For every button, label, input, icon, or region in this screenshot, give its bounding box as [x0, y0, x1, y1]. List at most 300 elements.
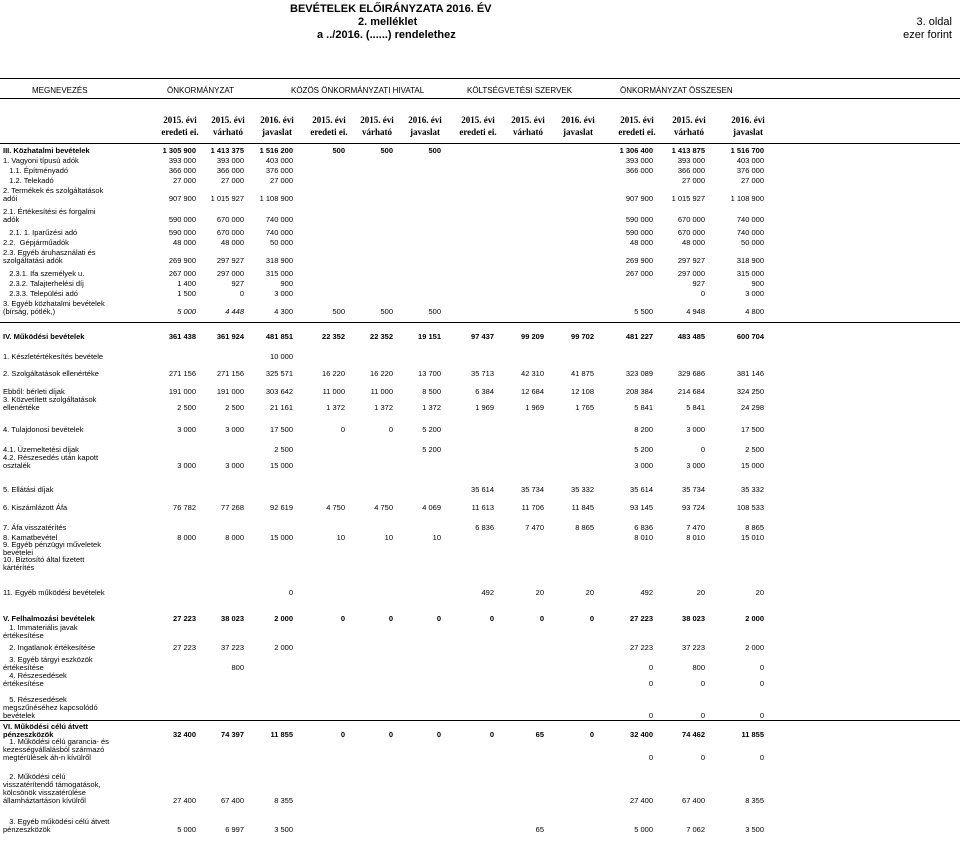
- table-cell: 8 200: [634, 425, 653, 434]
- row-label-line: 4. Tulajdonosi bevételek: [3, 425, 84, 434]
- table-cell: 35 734: [521, 485, 544, 494]
- table-cell: 48 000: [173, 238, 196, 247]
- column-header-line: javaslat: [733, 127, 763, 137]
- table-cell: 0: [759, 753, 764, 762]
- table-cell: 325 571: [265, 369, 293, 378]
- table-cell: 269 900: [625, 256, 653, 265]
- table-cell: 191 000: [216, 387, 244, 396]
- table-cell: 670 000: [216, 228, 244, 237]
- row-label: [3, 524, 141, 532]
- table-cell: 4 750: [374, 503, 393, 512]
- table-cell: 1 413 875: [671, 146, 705, 155]
- table-cell: 1 108 900: [730, 194, 764, 203]
- table-cell: 297 927: [216, 256, 244, 265]
- table-cell: 4 800: [745, 307, 764, 316]
- table-cell: 500: [428, 146, 441, 155]
- row-label-line: (bírság, pótlék,): [3, 307, 56, 316]
- table-cell: 8 000: [225, 533, 244, 542]
- table-cell: 303 642: [265, 387, 293, 396]
- column-header-9: [611, 114, 663, 138]
- table-cell: 22 352: [370, 332, 393, 341]
- row-label: [3, 290, 141, 298]
- table-cell: 2 500: [225, 403, 244, 412]
- table-cell: 5 841: [686, 403, 705, 412]
- table-cell: 323 089: [625, 369, 653, 378]
- table-cell: 1 372: [374, 403, 393, 412]
- row-label-line: 3. Egyéb tárgyi eszközök: [3, 655, 93, 664]
- row-label: [3, 738, 141, 762]
- table-cell: 35 614: [630, 485, 653, 494]
- table-cell: 10: [432, 533, 441, 542]
- table-cell: 97 437: [471, 332, 494, 341]
- group-header-name: MEGNEVEZÉS: [32, 86, 88, 95]
- table-cell: 11 000: [322, 387, 345, 396]
- table-cell: 1 516 200: [259, 146, 293, 155]
- table-cell: 19 151: [418, 332, 441, 341]
- row-label: [3, 556, 141, 572]
- section-divider: [0, 322, 960, 323]
- column-header-line: 2015. évi: [672, 115, 706, 125]
- table-cell: 1 306 400: [619, 146, 653, 155]
- table-cell: 27 223: [630, 643, 653, 652]
- table-cell: 2 500: [177, 403, 196, 412]
- table-cell: 65: [535, 730, 544, 739]
- row-label-line: 4.1. Üzemeltetési díjak: [3, 445, 79, 454]
- table-cell: 0: [589, 730, 594, 739]
- table-cell: 191 000: [168, 387, 196, 396]
- column-header-line: 2015. évi: [312, 115, 346, 125]
- table-cell: 13 700: [418, 369, 441, 378]
- table-cell: 27 000: [270, 176, 293, 185]
- table-cell: 48 000: [682, 238, 705, 247]
- group-header-total: ÖNKORMÁNYZAT ÖSSZESEN: [620, 86, 733, 95]
- column-header-line: javaslat: [410, 127, 440, 137]
- table-cell: 907 900: [168, 194, 196, 203]
- table-cell: 0: [700, 679, 705, 688]
- row-label-line: értékesítése: [3, 663, 44, 672]
- table-cell: 7 470: [525, 523, 544, 532]
- table-cell: 492: [640, 588, 653, 597]
- table-cell: 8 355: [274, 796, 293, 805]
- table-cell: 27 000: [741, 176, 764, 185]
- table-cell: 11 706: [521, 503, 544, 512]
- table-cell: 267 000: [625, 269, 653, 278]
- row-label-line: 2.2. Gépjárműadók: [3, 238, 69, 247]
- table-cell: 670 000: [677, 228, 705, 237]
- column-header-line: várható: [213, 127, 243, 137]
- table-cell: 27 000: [173, 176, 196, 185]
- table-cell: 366 000: [625, 166, 653, 175]
- table-cell: 3 000: [274, 289, 293, 298]
- table-cell: 590 000: [625, 215, 653, 224]
- table-cell: 0: [700, 289, 705, 298]
- column-header-line: eredeti ei.: [161, 127, 199, 137]
- table-cell: 393 000: [216, 156, 244, 165]
- table-cell: 35 332: [571, 485, 594, 494]
- row-label-line: 1. Működési célú garancia- és: [3, 737, 109, 746]
- table-cell: 0: [648, 679, 653, 688]
- table-cell: 2 500: [274, 445, 293, 454]
- table-cell: 800: [231, 663, 244, 672]
- table-cell: 0: [239, 289, 244, 298]
- column-header-11: [722, 114, 774, 138]
- table-cell: 93 724: [682, 503, 705, 512]
- table-cell: 22 352: [322, 332, 345, 341]
- row-label: [3, 239, 141, 247]
- row-label: [3, 696, 141, 720]
- row-label-line: pénzeszközök: [3, 825, 51, 834]
- table-cell: 0: [340, 425, 345, 434]
- table-cell: 500: [428, 307, 441, 316]
- row-label-line: osztalék: [3, 461, 31, 470]
- table-cell: 500: [380, 146, 393, 155]
- table-cell: 38 023: [221, 614, 244, 623]
- table-cell: 32 400: [630, 730, 653, 739]
- row-label-line: értékesítése: [3, 631, 44, 640]
- table-cell: 907 900: [625, 194, 653, 203]
- row-label: [3, 167, 141, 175]
- table-cell: 1 015 927: [671, 194, 705, 203]
- table-cell: 393 000: [625, 156, 653, 165]
- row-label: [3, 818, 141, 834]
- table-cell: 1 400: [177, 279, 196, 288]
- table-cell: 208 384: [625, 387, 653, 396]
- table-cell: 1 969: [475, 403, 494, 412]
- table-cell: 0: [759, 663, 764, 672]
- table-cell: 0: [700, 753, 705, 762]
- row-label-line: megtérülések áh-n kívülről: [3, 753, 91, 762]
- row-label-line: 3. Egyéb működési célú átvett: [3, 817, 110, 826]
- table-cell: 3 000: [686, 425, 705, 434]
- table-cell: 269 900: [168, 256, 196, 265]
- table-cell: 11 613: [471, 503, 494, 512]
- table-cell: 500: [332, 146, 345, 155]
- row-label-line: 1. Vagyoni típusú adók: [3, 156, 79, 165]
- table-cell: 0: [340, 730, 345, 739]
- row-label-line: adók: [3, 215, 20, 224]
- table-cell: 393 000: [677, 156, 705, 165]
- row-label-line: 2. Működési célú: [3, 772, 66, 781]
- row-label-line: 2.3.1. Ifa személyek u.: [3, 269, 85, 278]
- table-cell: 8 865: [575, 523, 594, 532]
- row-label-line: 2.1. Értékesítési és forgalmi: [3, 207, 96, 216]
- table-cell: 0: [759, 679, 764, 688]
- row-label: [3, 624, 141, 640]
- row-label-line: visszatérítendő támogatások,: [3, 780, 101, 789]
- row-label-line: 3. Egyéb közhatalmi bevételek: [3, 299, 105, 308]
- table-cell: 99 702: [571, 332, 594, 341]
- table-cell: 15 010: [741, 533, 764, 542]
- table-cell: 16 220: [322, 369, 345, 378]
- table-cell: 366 000: [677, 166, 705, 175]
- table-cell: 393 000: [168, 156, 196, 165]
- row-label: [3, 280, 141, 288]
- column-header-line: 2016. évi: [561, 115, 595, 125]
- table-cell: 376 000: [265, 166, 293, 175]
- row-label-line: 1.1. Építményadó: [3, 166, 69, 175]
- column-header-line: 2015. évi: [511, 115, 545, 125]
- table-cell: 10 000: [270, 352, 293, 361]
- table-cell: 740 000: [736, 228, 764, 237]
- row-label: [3, 208, 141, 224]
- table-cell: 15 000: [270, 461, 293, 470]
- column-header-2: [251, 114, 303, 138]
- decree-reference: a ../2016. (......) rendelethez: [317, 29, 456, 41]
- table-cell: 11 855: [741, 730, 764, 739]
- table-cell: 1 765: [575, 403, 594, 412]
- column-header-line: 2015. évi: [211, 115, 245, 125]
- table-cell: 3 000: [634, 461, 653, 470]
- table-cell: 361 438: [168, 332, 196, 341]
- table-cell: 8 010: [686, 533, 705, 542]
- column-header-10: [663, 114, 715, 138]
- row-label-line: 5. Részesedések: [3, 695, 67, 704]
- row-label-line: bevételei: [3, 548, 34, 557]
- table-cell: 481 851: [265, 332, 293, 341]
- table-cell: 0: [489, 730, 494, 739]
- group-header-budget-bodies: KÖLTSÉGVETÉSI SZERVEK: [467, 86, 573, 95]
- column-header-border: [0, 143, 960, 144]
- column-header-line: eredeti ei.: [310, 127, 348, 137]
- table-cell: 48 000: [221, 238, 244, 247]
- column-header-line: 2015. évi: [360, 115, 394, 125]
- row-label: [3, 249, 141, 265]
- table-cell: 0: [759, 711, 764, 720]
- table-cell: 740 000: [265, 228, 293, 237]
- column-header-line: várható: [513, 127, 543, 137]
- table-cell: 483 485: [677, 332, 705, 341]
- table-cell: 329 686: [677, 369, 705, 378]
- group-header-municipality: ÖNKORMÁNYZAT: [167, 86, 234, 95]
- row-label: [3, 147, 141, 155]
- table-cell: 297 000: [216, 269, 244, 278]
- row-label-line: értékesítése: [3, 679, 44, 688]
- table-cell: 12 108: [571, 387, 594, 396]
- row-label: [3, 396, 141, 412]
- row-label-line: pénzeszközök: [3, 730, 54, 739]
- column-header-line: 2015. évi: [620, 115, 654, 125]
- row-label-line: 4.2. Részesedés után kapott: [3, 453, 99, 462]
- table-cell: 6 384: [475, 387, 494, 396]
- row-label-line: 2. Szolgáltatások ellenértéke: [3, 369, 99, 378]
- table-cell: 67 400: [682, 796, 705, 805]
- table-cell: 0: [388, 425, 393, 434]
- table-cell: 4 069: [422, 503, 441, 512]
- column-header-line: várható: [674, 127, 704, 137]
- table-cell: 0: [539, 614, 544, 623]
- table-cell: 11 845: [571, 503, 594, 512]
- group-header-joint-office: KÖZÖS ÖNKORMÁNYZATI HIVATAL: [291, 86, 425, 95]
- column-header-4: [351, 114, 403, 138]
- table-cell: 4 300: [274, 307, 293, 316]
- table-cell: 15 000: [741, 461, 764, 470]
- table-cell: 590 000: [168, 215, 196, 224]
- row-label: [3, 353, 141, 361]
- row-label: [3, 333, 141, 341]
- table-cell: 927: [692, 279, 705, 288]
- table-cell: 7 470: [686, 523, 705, 532]
- table-cell: 297 927: [677, 256, 705, 265]
- table-cell: 37 223: [221, 643, 244, 652]
- table-cell: 670 000: [216, 215, 244, 224]
- table-cell: 50 000: [741, 238, 764, 247]
- row-label-line: V. Felhalmozási bevételek: [3, 614, 95, 623]
- table-cell: 740 000: [265, 215, 293, 224]
- column-header-8: [552, 114, 604, 138]
- table-cell: 2 000: [274, 643, 293, 652]
- column-header-line: 2016. évi: [408, 115, 442, 125]
- row-label-line: kölcsönök visszatérülése: [3, 788, 86, 797]
- row-label: [3, 773, 141, 805]
- row-label: [3, 229, 141, 237]
- table-cell: 20: [535, 588, 544, 597]
- table-cell: 492: [481, 588, 494, 597]
- table-cell: 48 000: [630, 238, 653, 247]
- row-label-line: 4. Részesedések: [3, 671, 67, 680]
- table-cell: 37 223: [682, 643, 705, 652]
- table-cell: 271 156: [216, 369, 244, 378]
- table-cell: 74 462: [682, 730, 705, 739]
- table-cell: 5 000: [177, 825, 196, 834]
- table-cell: 21 161: [270, 403, 293, 412]
- table-cell: 590 000: [168, 228, 196, 237]
- table-cell: 1 108 900: [259, 194, 293, 203]
- table-cell: 0: [489, 614, 494, 623]
- table-cell: 8 500: [422, 387, 441, 396]
- table-cell: 2 500: [745, 445, 764, 454]
- table-cell: 27 400: [173, 796, 196, 805]
- row-label: [3, 426, 141, 434]
- row-label-line: 2.1. 1. Iparűzési adó: [3, 228, 78, 237]
- table-cell: 5 200: [634, 445, 653, 454]
- row-label-line: 1. Immateriális javak: [3, 623, 78, 632]
- column-header-line: eredeti ei.: [459, 127, 497, 137]
- column-header-line: 2015. évi: [461, 115, 495, 125]
- table-cell: 1 305 900: [162, 146, 196, 155]
- table-cell: 35 734: [682, 485, 705, 494]
- table-cell: 481 227: [625, 332, 653, 341]
- row-label: [3, 504, 141, 512]
- row-label-line: 2.3.3. Települési adó: [3, 289, 78, 298]
- table-cell: 20: [696, 588, 705, 597]
- row-label-line: 11. Egyéb működési bevételek: [3, 588, 105, 597]
- table-cell: 27 223: [173, 614, 196, 623]
- table-cell: 5 200: [422, 445, 441, 454]
- row-label-line: VI. Működési célú átvett: [3, 722, 89, 731]
- table-cell: 0: [288, 588, 293, 597]
- row-label-line: kezességvállalásból származó: [3, 745, 105, 754]
- table-cell: 3 000: [745, 289, 764, 298]
- page-number: 3. oldal: [916, 16, 952, 28]
- row-label: [3, 656, 141, 672]
- row-label-line: IV. Működési bevételek: [3, 332, 85, 341]
- table-cell: 5 000: [634, 825, 653, 834]
- table-cell: 27 000: [221, 176, 244, 185]
- table-cell: 17 500: [741, 425, 764, 434]
- row-label-line: 5. Ellátási díjak: [3, 485, 54, 494]
- table-cell: 267 000: [168, 269, 196, 278]
- table-cell: 92 619: [270, 503, 293, 512]
- table-cell: 500: [380, 307, 393, 316]
- table-cell: 50 000: [270, 238, 293, 247]
- table-cell: 0: [436, 614, 441, 623]
- table-cell: 4 948: [686, 307, 705, 316]
- table-cell: 315 000: [265, 269, 293, 278]
- row-label: [3, 644, 141, 652]
- column-header-line: eredeti ei.: [618, 127, 656, 137]
- row-label: [3, 187, 141, 203]
- table-cell: 315 000: [736, 269, 764, 278]
- table-cell: 32 400: [173, 730, 196, 739]
- row-label: [3, 370, 141, 378]
- table-cell: 0: [388, 614, 393, 623]
- table-cell: 403 000: [265, 156, 293, 165]
- table-cell: 900: [280, 279, 293, 288]
- table-cell: 65: [535, 825, 544, 834]
- table-cell: 10: [384, 533, 393, 542]
- row-label: [3, 486, 141, 494]
- table-cell: 500: [332, 307, 345, 316]
- row-label: [3, 300, 141, 316]
- row-label-line: 1.2. Telekadó: [3, 176, 54, 185]
- table-cell: 1 500: [177, 289, 196, 298]
- table-cell: 16 220: [370, 369, 393, 378]
- table-cell: 93 145: [630, 503, 653, 512]
- row-label-line: ellenértéke: [3, 403, 40, 412]
- table-cell: 0: [648, 663, 653, 672]
- table-cell: 3 000: [225, 461, 244, 470]
- table-cell: 10: [336, 533, 345, 542]
- table-cell: 5 841: [634, 403, 653, 412]
- table-cell: 27 000: [682, 176, 705, 185]
- table-cell: 1 372: [326, 403, 345, 412]
- header-top-border: [0, 78, 960, 79]
- table-cell: 297 000: [677, 269, 705, 278]
- row-label: [3, 454, 141, 470]
- row-label: [3, 672, 141, 688]
- table-cell: 12 684: [521, 387, 544, 396]
- table-cell: 800: [692, 663, 705, 672]
- row-label-line: szolgáltatási adók: [3, 256, 63, 265]
- table-cell: 366 000: [216, 166, 244, 175]
- section-divider: [0, 720, 960, 721]
- table-cell: 76 782: [173, 503, 196, 512]
- table-cell: 17 500: [270, 425, 293, 434]
- table-cell: 0: [436, 730, 441, 739]
- table-cell: 108 533: [736, 503, 764, 512]
- table-cell: 0: [648, 711, 653, 720]
- table-cell: 2 000: [745, 643, 764, 652]
- table-cell: 27 400: [630, 796, 653, 805]
- table-cell: 3 500: [745, 825, 764, 834]
- column-header-line: javaslat: [563, 127, 593, 137]
- table-cell: 5 500: [634, 307, 653, 316]
- table-cell: 900: [751, 279, 764, 288]
- table-cell: 1 015 927: [210, 194, 244, 203]
- column-header-3: [303, 114, 355, 138]
- row-label-line: 9. Egyéb pénzügyi műveletek: [3, 540, 101, 549]
- row-label-line: III. Közhatalmi bevételek: [3, 146, 90, 155]
- column-header-7: [502, 114, 554, 138]
- table-cell: 8 010: [634, 533, 653, 542]
- table-cell: 77 268: [221, 503, 244, 512]
- table-cell: 67 400: [221, 796, 244, 805]
- table-cell: 27 223: [630, 614, 653, 623]
- table-cell: 1 372: [422, 403, 441, 412]
- column-header-0: [154, 114, 206, 138]
- row-label-line: 2.3. Egyéb áruhasználati és: [3, 248, 96, 257]
- table-cell: 0: [388, 730, 393, 739]
